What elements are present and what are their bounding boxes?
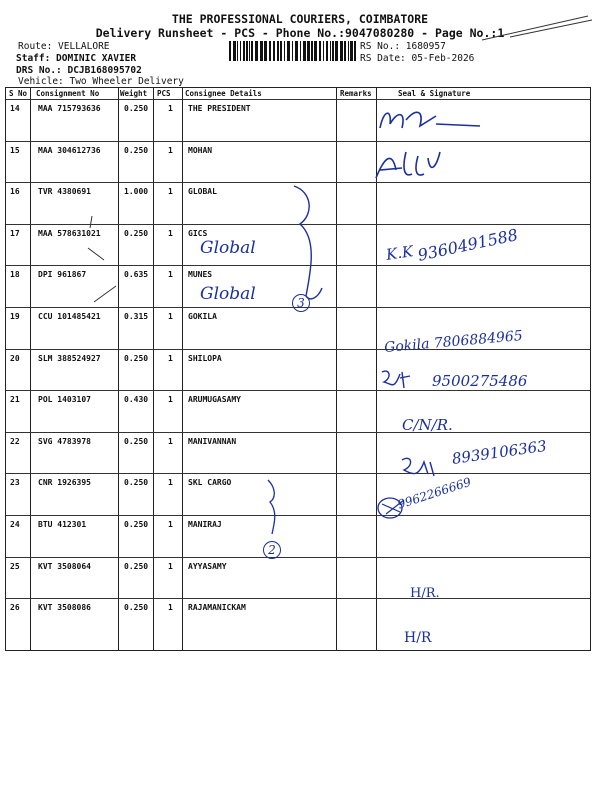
cell-consignee: ARUMUGASAMY — [188, 395, 241, 405]
cell-consignment-no: MAA 715793636 — [38, 104, 101, 113]
cell-pcs: 1 — [168, 353, 173, 363]
cell-pcs: 1 — [168, 270, 173, 280]
cell-weight: 0.250 — [124, 436, 149, 446]
cell-consignment-no: MAA 578631021 — [38, 228, 101, 238]
cell-weight: 0.250 — [124, 478, 149, 488]
vehicle-label: Vehicle: Two Wheeler Delivery — [18, 76, 184, 87]
runsheet-subtitle: Delivery Runsheet - PCS - Phone No.:9047080280 - Page No.:1 — [95, 26, 505, 40]
cell-consignee: THE PRESIDENT — [188, 104, 251, 113]
table-row — [6, 473, 590, 515]
cell-weight: 0.430 — [124, 395, 149, 405]
cell-pcs: 1 — [168, 436, 173, 446]
cell-pcs: 1 — [168, 520, 173, 529]
handwritten-global-2: Global — [200, 284, 256, 304]
cell-sno: 21 — [10, 395, 20, 405]
cell-consignment-no: MAA 304612736 — [38, 145, 101, 155]
cell-sno: 23 — [10, 478, 20, 488]
rs-date: RS Date: 05-Feb-2026 — [360, 53, 475, 64]
cell-consignee: GOKILA — [188, 312, 217, 321]
table-row — [6, 99, 590, 141]
handwritten-hr-row25: H/R. — [410, 586, 440, 601]
cell-weight: 0.250 — [124, 603, 149, 613]
cell-consignment-no: BTU 412301 — [38, 520, 87, 529]
pen-ticks — [84, 212, 124, 302]
runsheet-title: THE PROFESSIONAL COURIERS, COIMBATORE — [171, 12, 429, 26]
col-remarks: Remarks — [340, 89, 372, 98]
cell-consignee: MANIRAJ — [188, 520, 222, 529]
cell-consignment-no: POL 1403107 — [38, 395, 91, 405]
cell-consignment-no: DPI 961867 — [38, 270, 87, 280]
cell-consignee: AYYASAMY — [188, 561, 227, 571]
handwritten-phone-row23: 9962266669 — [395, 474, 473, 512]
cell-sno: 26 — [10, 603, 20, 613]
cell-consignee: SHILOPA — [188, 353, 222, 363]
cell-weight: 0.250 — [124, 353, 149, 363]
cell-consignment-no: KVT 3508064 — [38, 561, 91, 571]
cell-sno: 24 — [10, 520, 20, 529]
cell-consignment-no: SLM 388524927 — [38, 353, 101, 363]
handwritten-phone-row20: 9500275486 — [432, 372, 528, 390]
cell-sno: 25 — [10, 561, 20, 571]
col-consignment: Consignment No — [36, 89, 100, 98]
cell-weight: 0.635 — [124, 270, 149, 280]
barcode-image — [229, 41, 357, 61]
handwritten-global-1: Global — [200, 238, 256, 258]
cell-consignee: SKL CARGO — [188, 478, 232, 488]
cell-weight: 0.250 — [124, 228, 149, 238]
bracket-scribble-3 — [288, 184, 328, 312]
cell-consignee: MUNES — [188, 270, 213, 280]
runsheet-table — [5, 87, 591, 651]
cell-weight: 0.250 — [124, 520, 149, 529]
handwritten-kk: K.K — [384, 242, 415, 264]
circled-number-3: 3 — [292, 294, 310, 312]
cell-consignee: MANIVANNAN — [188, 436, 237, 446]
bracket-scribble-2 — [262, 478, 286, 544]
cell-consignee: MOHAN — [188, 145, 213, 155]
circled-number-2: 2 — [263, 541, 281, 559]
col-seal: Seal & Signature — [398, 89, 471, 98]
col-weight: Weight — [120, 89, 148, 98]
table-row — [6, 515, 590, 557]
cell-pcs: 1 — [168, 478, 173, 488]
cell-pcs: 1 — [168, 104, 173, 113]
col-pcs: PCS — [157, 89, 171, 98]
cell-pcs: 1 — [168, 145, 173, 155]
cell-sno: 18 — [10, 270, 20, 280]
cell-consignee: RAJAMANICKAM — [188, 603, 246, 613]
cell-pcs: 1 — [168, 395, 173, 405]
cell-weight: 1.000 — [124, 187, 149, 197]
cell-sno: 22 — [10, 436, 20, 446]
cell-pcs: 1 — [168, 603, 173, 613]
signature-row14 — [376, 106, 486, 141]
cell-sno: 19 — [10, 312, 20, 321]
pen-scribble-header — [480, 12, 595, 47]
handwritten-phone-row22: 8939106363 — [450, 436, 548, 468]
table-row — [6, 141, 590, 183]
route-label: Route: VELLALORE — [18, 41, 110, 52]
table-row — [6, 557, 590, 599]
staff-label: Staff: DOMINIC XAVIER — [16, 53, 137, 64]
cell-pcs: 1 — [168, 228, 173, 238]
cell-consignee: GICS — [188, 228, 208, 238]
signature-row15 — [372, 148, 442, 188]
handwritten-cnr-row21: C/N/R. — [402, 416, 453, 434]
cell-consignment-no: CCU 101485421 — [38, 312, 101, 321]
cell-pcs: 1 — [168, 187, 173, 197]
cell-weight: 0.250 — [124, 104, 149, 113]
cell-pcs: 1 — [168, 312, 173, 321]
table-row — [6, 390, 590, 432]
cell-consignment-no: SVG 4783978 — [38, 436, 91, 446]
cell-weight: 0.250 — [124, 145, 149, 155]
cell-sno: 20 — [10, 353, 20, 363]
cell-weight: 0.315 — [124, 312, 149, 321]
signature-row22 — [398, 454, 438, 485]
col-sno: S No — [9, 89, 28, 98]
cell-consignment-no: KVT 3508086 — [38, 603, 91, 613]
table-row — [6, 598, 590, 640]
col-consignee: Consignee Details — [185, 89, 262, 98]
cell-consignee: GLOBAL — [188, 187, 217, 197]
handwritten-gokila: Gokila 7806884965 — [383, 327, 524, 357]
handwritten-hr-row26: H/R — [404, 630, 432, 646]
cell-consignment-no: TVR 4380691 — [38, 187, 91, 197]
cell-weight: 0.250 — [124, 561, 149, 571]
drs-number: DRS No.: DCJB168095702 — [16, 65, 142, 76]
cell-sno: 14 — [10, 104, 20, 113]
cell-pcs: 1 — [168, 561, 173, 571]
signature-row20 — [380, 368, 410, 394]
handwritten-kk-phone: 9360491588 — [416, 225, 520, 265]
rs-number: RS No.: 1680957 — [360, 41, 446, 52]
cell-consignment-no: CNR 1926395 — [38, 478, 91, 488]
cell-sno: 15 — [10, 145, 20, 155]
cell-sno: 17 — [10, 228, 20, 238]
cell-sno: 16 — [10, 187, 20, 197]
